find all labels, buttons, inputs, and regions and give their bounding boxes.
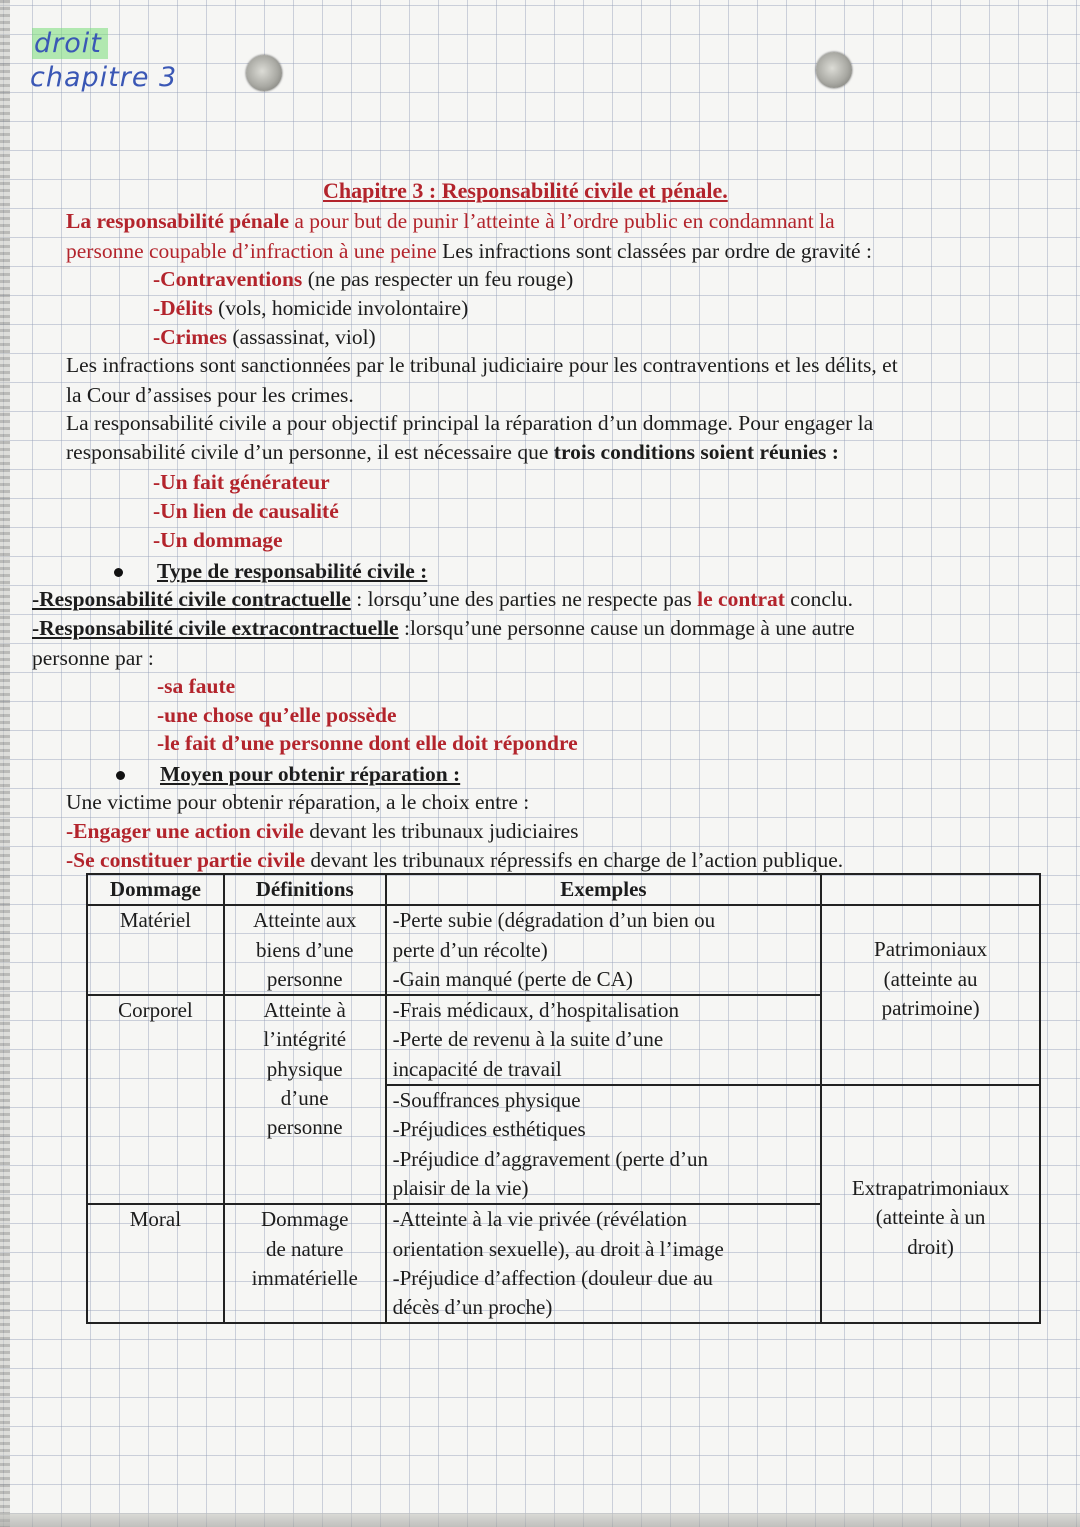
- table-header-row: [87, 874, 1040, 905]
- extra-item-2: -une chose qu’elle possède: [157, 703, 397, 727]
- sanction-line-2: la Cour d’assises pour les crimes.: [66, 383, 354, 407]
- page-edge-left: [0, 0, 10, 1527]
- extra-line-2: personne par :: [32, 646, 154, 670]
- extra-item-3: -le fait d’une personne dont elle doit répondre: [157, 731, 578, 755]
- header-definitions: Définitions: [224, 874, 386, 905]
- damage-table: [86, 873, 1041, 1324]
- penal-line-2: personne coupable d’infraction à une peine Les infractions sont classées par ordre de gravité :: [66, 239, 872, 263]
- infraction-item-2: -Délits (vols, homicide involontaire): [153, 296, 469, 320]
- examples-materiel: -Perte subie (dégradation d’un bien ou perte d’un récolte) -Gain manqué (perte de CA): [386, 905, 822, 995]
- type-materiel: Matériel: [87, 905, 224, 995]
- penal-line-1: La responsabilité pénale a pour but de punir l’atteinte à l’ordre public en condamnant la: [66, 209, 835, 233]
- bullet-icon: [114, 568, 123, 577]
- infraction-item-3: -Crimes (assassinat, viol): [153, 325, 376, 349]
- extra-line-1: -Responsabilité civile extracontractuelle :lorsqu’une personne cause un dommage à une autre: [32, 616, 855, 640]
- def-materiel: Atteinte aux biens d’une personne: [224, 905, 386, 995]
- category-extrapatrimoniaux: Extrapatrimoniaux (atteinte à un droit): [821, 1085, 1040, 1323]
- table-row: [87, 905, 1040, 995]
- types-heading: Type de responsabilité civile :: [157, 559, 428, 583]
- header-category: [821, 874, 1040, 905]
- page-edge-bottom: [0, 1513, 1080, 1527]
- condition-item-1: -Un fait générateur: [153, 470, 330, 494]
- header-dommage: Dommage: [87, 874, 224, 905]
- condition-item-2: -Un lien de causalité: [153, 499, 339, 523]
- def-moral: Dommage de nature immatérielle: [224, 1204, 386, 1323]
- means-option-1: -Engager une action civile devant les tribunaux judiciaires: [66, 819, 579, 843]
- examples-corporel-patrimonial: -Frais médicaux, d’hospitalisation -Perte de revenu à la suite d’une incapacité de travail: [386, 995, 822, 1085]
- type-moral: Moral: [87, 1204, 224, 1323]
- handwritten-subject: droit: [32, 28, 108, 59]
- handwritten-chapter: chapitre 3: [30, 62, 178, 93]
- sanction-line-1: Les infractions sont sanctionnées par le tribunal judiciaire pour les contraventions et les délits, et: [66, 353, 898, 377]
- condition-item-3: -Un dommage: [153, 528, 283, 552]
- header-exemples: Exemples: [386, 874, 822, 905]
- examples-corporel-extrapatrimonial: -Souffrances physique -Préjudices esthétiques -Préjudice d’aggravement (perte d’un plaisir de la vie): [386, 1085, 822, 1204]
- category-patrimoniaux: Patrimoniaux (atteinte au patrimoine): [821, 905, 1040, 1085]
- page-title: Chapitre 3 : Responsabilité civile et pénale.: [323, 178, 728, 203]
- means-intro: Une victime pour obtenir réparation, a le choix entre :: [66, 790, 530, 814]
- punch-hole-right: [816, 52, 852, 88]
- means-option-2: -Se constituer partie civile devant les tribunaux répressifs en charge de l’action publique.: [66, 848, 844, 872]
- infraction-item-1: -Contraventions (ne pas respecter un feu rouge): [153, 267, 574, 291]
- means-heading: Moyen pour obtenir réparation :: [160, 762, 461, 786]
- punch-hole-left: [246, 55, 282, 91]
- examples-moral: -Atteinte à la vie privée (révélation orientation sexuelle), au droit à l’image -Préjudice d’affection (douleur due au décès d’un proche): [386, 1204, 822, 1323]
- civil-intro-2: responsabilité civile d’un personne, il est nécessaire que trois conditions soient réunies :: [66, 440, 839, 464]
- civil-intro-1: La responsabilité civile a pour objectif principal la réparation d’un dommage. Pour engager la: [66, 411, 874, 435]
- type-corporel: Corporel: [87, 995, 224, 1204]
- bullet-icon: [116, 771, 125, 780]
- contract-line: -Responsabilité civile contractuelle : lorsqu’une des parties ne respecte pas le contrat conclu.: [32, 587, 853, 611]
- extra-item-1: -sa faute: [157, 674, 236, 698]
- def-corporel: Atteinte à l’intégrité physique d’une personne: [224, 995, 386, 1204]
